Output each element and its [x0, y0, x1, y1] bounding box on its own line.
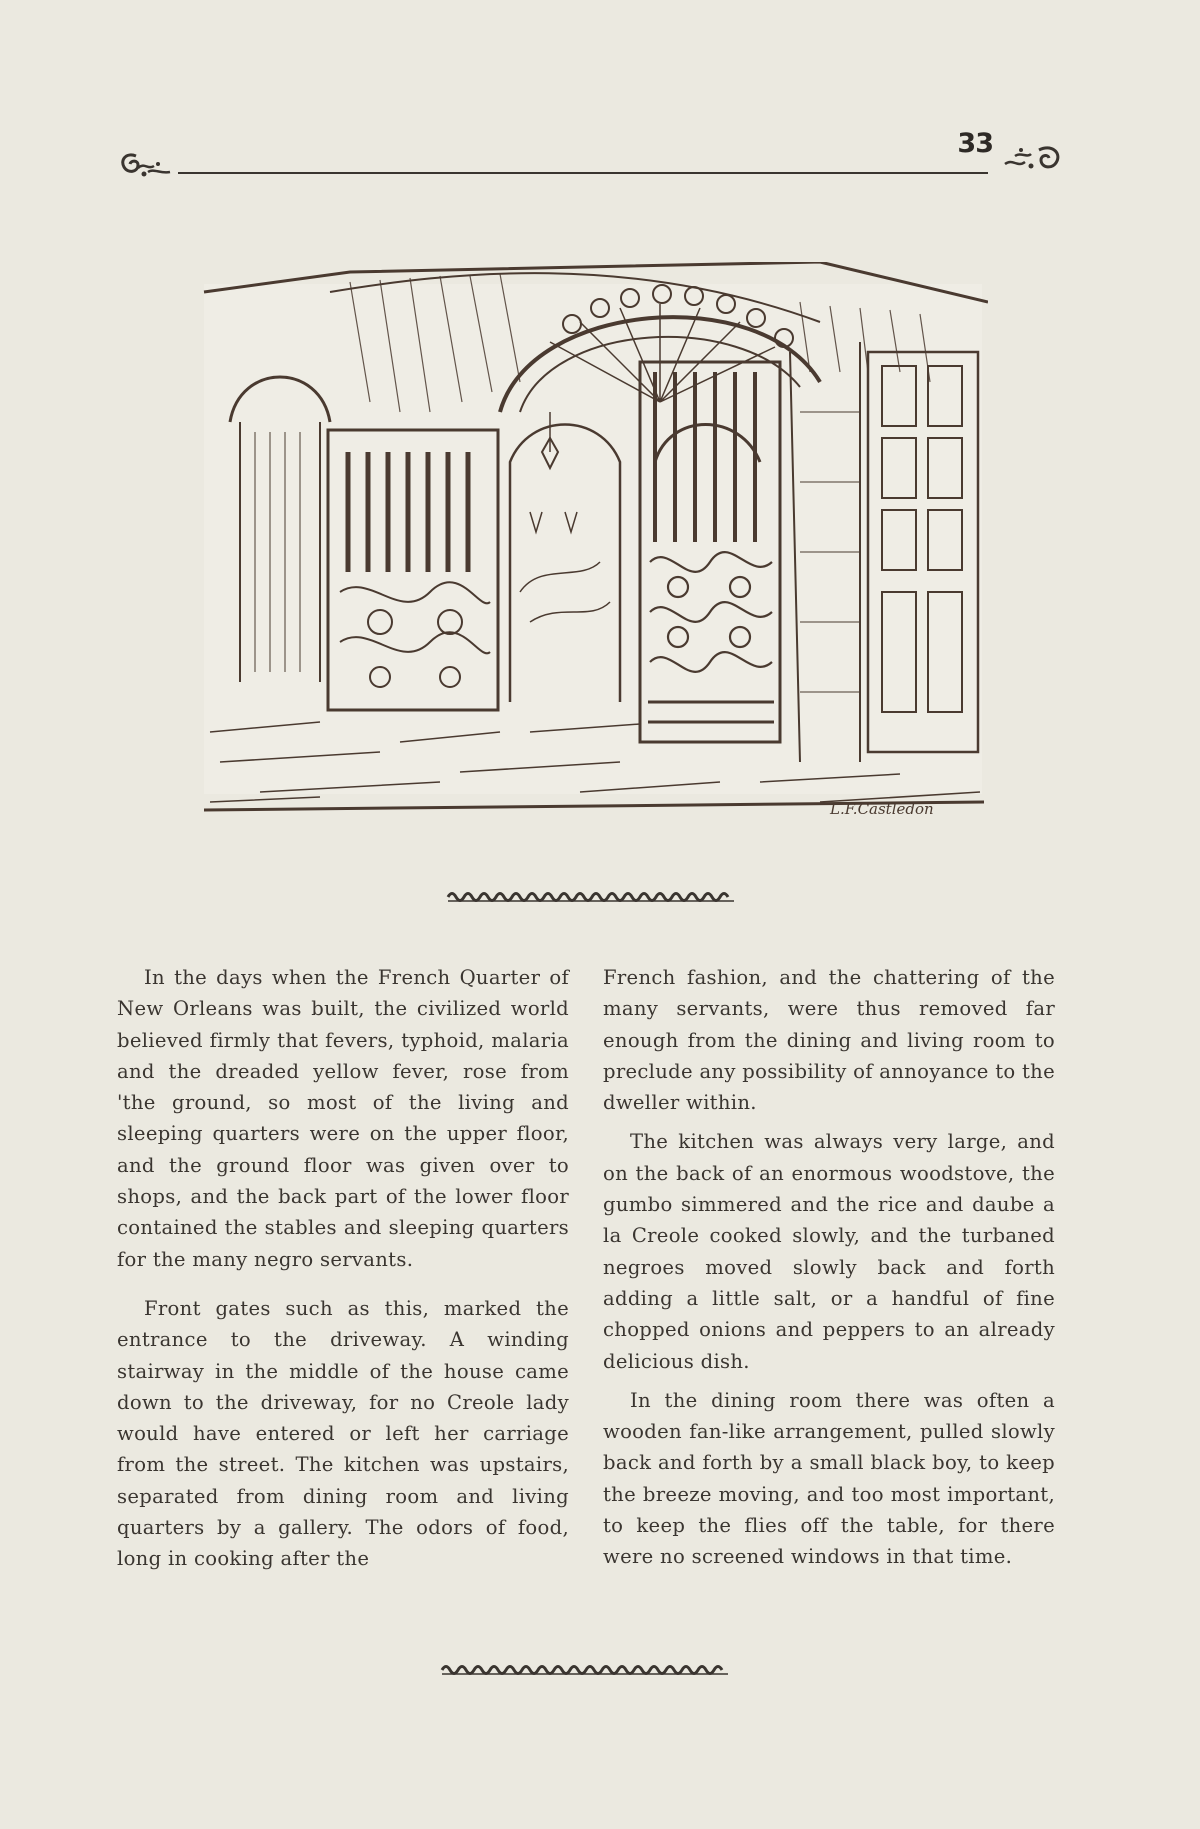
page-header: [118, 128, 1063, 178]
header-rule: [178, 172, 988, 174]
scroll-ornament-icon: [118, 150, 174, 180]
paragraph: The kitchen was always very large, and on the back of an enormous woodstove, the gumbo simmered and the rice and daube a la Creole cooked slowly, and the turbaned negroes moved slowly back and forth adding a little salt, or a handful of fine chopped onions and peppers to an already delicious dish.: [603, 1130, 1055, 1373]
artist-signature: L.F.Castledon: [830, 800, 934, 818]
paragraph: Front gates such as this, marked the entrance to the driveway. A winding stairway in the middle of the house came down to the driveway, for no Creole lady would have entered or left her carriage from the street. The kitchen was upstairs, separated from dining room and living quarters by a gallery. The odors of food, long in cooking after the: [117, 1296, 569, 1571]
wavy-divider-top: [446, 890, 736, 904]
wavy-divider-bottom: [440, 1663, 730, 1677]
scroll-ornament-icon: [1001, 142, 1063, 174]
page-number: 33: [957, 128, 993, 159]
paragraph: In the dining room there was often a wooden fan-like arrangement, pulled slowly back and forth by a small black boy, to keep the breeze moving, and too most important, to keep the flies off the table, for there were no screened windows in that time.: [603, 1388, 1055, 1569]
courtyard-gate-illustration: [200, 262, 988, 822]
article-right-column: [603, 962, 1055, 1581]
paragraph: In the days when the French Quarter of New Orleans was built, the civilized world believed firmly that fevers, typhoid, malaria and the dreaded yellow fever, rose from 'the ground, so most of the living and sleeping quarters were on the upper floor, and the ground floor was given over to shops, and the back part of the lower floor contained the stables and sleeping quarters for the many negro servants.: [117, 966, 569, 1271]
paragraph: French fashion, and the chattering of the many servants, were thus removed far enough from the dining and living room to preclude any possibility of annoyance to the dweller within.: [603, 966, 1055, 1115]
article-left-column: [117, 962, 569, 1593]
